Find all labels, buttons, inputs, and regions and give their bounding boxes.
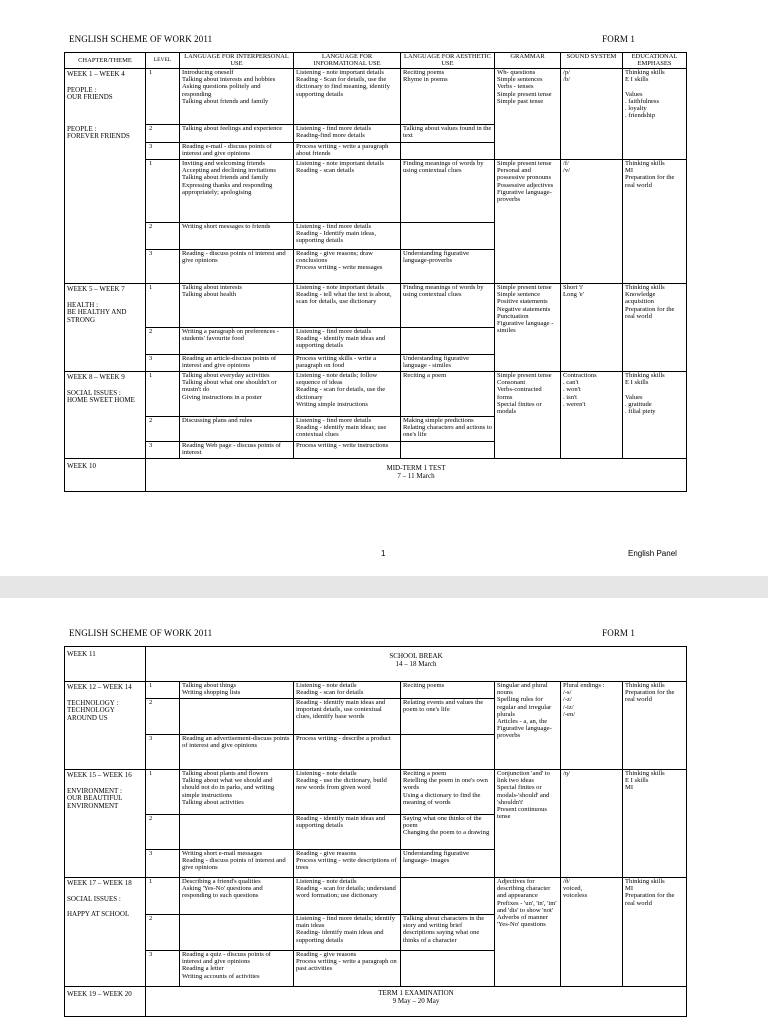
panel-label: English Panel xyxy=(628,549,677,558)
interpersonal-cell xyxy=(180,699,294,735)
col-educational-emphases: EDUCATIONAL EMPHASES xyxy=(623,53,687,69)
sound-cell: /ð/ voiced, voiceless xyxy=(561,878,623,987)
aesthetic-cell: Reciting poems Rhyme in poems xyxy=(401,69,495,125)
interpersonal-cell: Talking about things Writing shopping lists xyxy=(180,682,294,699)
informational-cell: Reading - give reasons Process writing - write descriptions of trees xyxy=(294,850,401,878)
aesthetic-cell: Reciting a poem Retelling the poem in one's own words Using a dictionary to find the meaning of words xyxy=(401,770,495,815)
interpersonal-cell: Talking about feelings and experience xyxy=(180,125,294,143)
chapter-cell xyxy=(65,372,146,459)
interpersonal-cell: Inviting and welcoming friends Accepting and declining invitations Talking about friends and family Expressing thanks and responding appropriately; apologising xyxy=(180,160,294,223)
sound-cell: Plural endings : /-s/ /-z/ /-iz/ /-en/ xyxy=(561,682,623,770)
page-number: 1 xyxy=(381,549,386,558)
theme-label: SOCIAL ISSUES : HOME SWEET HOME xyxy=(67,388,135,405)
emphases-cell: Thinking skills MI Preparation for the real world xyxy=(623,878,687,987)
level-cell: 2 xyxy=(146,915,180,951)
level-cell: 3 xyxy=(146,442,180,459)
theme-label: SOCIAL ISSUES : HAPPY AT SCHOOL xyxy=(67,894,130,918)
aesthetic-cell: Understanding figurative language- images xyxy=(401,850,495,878)
aesthetic-cell: Talking about values found in the text xyxy=(401,125,495,143)
chapter-cell xyxy=(65,284,146,372)
interpersonal-cell: Reading a quiz - discuss points of interest and give opinions Reading a letter Writing accounts of activities xyxy=(180,951,294,987)
informational-cell: Listening - note details Reading - scan for details xyxy=(294,682,401,699)
aesthetic-cell xyxy=(401,223,495,250)
level-cell: 2 xyxy=(146,125,180,143)
emphases-cell: Thinking skills Preparation for the real world xyxy=(623,682,687,770)
aesthetic-cell xyxy=(401,878,495,915)
chapter-cell xyxy=(65,878,146,987)
theme-label: HEALTH : BE HEALTHY AND STRONG xyxy=(67,300,127,324)
level-cell: 1 xyxy=(146,770,180,815)
informational-cell: Listening - note details; follow sequence of ideas Reading - scan for details, use the dictionary Writing simple instructions xyxy=(294,372,401,417)
week-label: WEEK 10 xyxy=(65,459,146,492)
level-cell: 2 xyxy=(146,815,180,850)
informational-cell: Listening - note important details Reading - Scan for details, use the dictionary to find meaning, identify supporting details xyxy=(294,69,401,125)
emphases-cell: Thinking skills E I skills MI xyxy=(623,770,687,878)
informational-cell: Reading - identify main ideas and important details, use contextual clues, identify base words xyxy=(294,699,401,735)
sound-cell: Short 'i' Long 'e' xyxy=(561,284,623,372)
emphases-cell: Thinking skills MI Preparation for the real world xyxy=(623,160,687,284)
informational-cell: Process writing - write instructions xyxy=(294,442,401,459)
level-cell: 2 xyxy=(146,699,180,735)
informational-cell: Listening - find more details Reading - identify main ideas and supporting details xyxy=(294,328,401,355)
col-grammar: GRAMMAR xyxy=(495,53,561,69)
grammar-cell: Simple present tense Personal and possessive pronouns Possessive adjectives Figurative language-proverbs xyxy=(495,160,561,284)
theme-label: ENVIRONMENT : OUR BEAUTIFUL ENVIRONMENT xyxy=(67,786,123,810)
grammar-cell: Singular and plural nouns Spelling rules for regular and irregular plurals Articles - a, an, the Figurative language-proverbs xyxy=(495,682,561,770)
interpersonal-cell: Discussing plans and rules xyxy=(180,417,294,442)
informational-cell: Listening - note important details Reading - tell what the text is about, scan for details, use dictionary xyxy=(294,284,401,328)
scheme-table-2 xyxy=(64,646,687,1017)
theme-label: PEOPLE : OUR FRIENDS xyxy=(67,85,113,102)
chapter-cell xyxy=(65,69,146,284)
level-cell: 3 xyxy=(146,143,180,160)
interpersonal-cell: Talking about interests Talking about health xyxy=(180,284,294,328)
interpersonal-cell: Introducing oneself Talking about interests and hobbies Asking questions politely and responding Talking about friends and family xyxy=(180,69,294,125)
doc-title: ENGLISH SCHEME OF WORK 2011 xyxy=(69,628,213,638)
level-cell: 1 xyxy=(146,69,180,125)
week-label: WEEK 17 – WEEK 18 xyxy=(67,879,132,887)
level-cell: 3 xyxy=(146,250,180,284)
col-chapter-theme: CHAPTER/THEME xyxy=(65,53,146,69)
emphases-cell: Thinking skills Knowledge acquisition Preparation for the real world xyxy=(623,284,687,372)
level-cell: 3 xyxy=(146,735,180,770)
emphases-cell: Thinking skills E I skills Values . gratitude . filial piety xyxy=(623,372,687,459)
page-header xyxy=(69,628,635,638)
week-label: WEEK 12 – WEEK 14 xyxy=(67,683,132,691)
sound-cell: /ŋ/ xyxy=(561,770,623,878)
interpersonal-cell xyxy=(180,915,294,951)
aesthetic-cell: Relating events and values the poem to one's life xyxy=(401,699,495,735)
grammar-cell: Wh- questions Simple sentences Verbs - tenses Simple present tense Simple past tense xyxy=(495,69,561,160)
level-cell: 1 xyxy=(146,284,180,328)
col-level: LEVEL xyxy=(146,53,180,69)
interpersonal-cell: Describing a friend's qualities Asking 'Yes-No' questions and responding to such questions xyxy=(180,878,294,915)
page-header xyxy=(69,34,635,44)
aesthetic-cell xyxy=(401,328,495,355)
form-label: FORM 1 xyxy=(602,34,635,44)
sound-cell: /p/ /b/ xyxy=(561,69,623,160)
col-interpersonal: LANGUAGE FOR INTERPERSONAL USE xyxy=(180,53,294,69)
aesthetic-cell: Reciting poems xyxy=(401,682,495,699)
chapter-cell xyxy=(65,682,146,770)
level-cell: 1 xyxy=(146,878,180,915)
informational-cell: Reading - identify main ideas and supporting details xyxy=(294,815,401,850)
mid-term-test-banner: MID-TERM 1 TEST 7 – 11 March xyxy=(146,459,687,492)
informational-cell: Listening - find more details Reading-find more details xyxy=(294,125,401,143)
level-cell: 1 xyxy=(146,682,180,699)
informational-cell: Process writing - write a paragraph about friends xyxy=(294,143,401,160)
aesthetic-cell: Finding meanings of words by using contextual clues xyxy=(401,284,495,328)
grammar-cell: Conjunction 'and' to link two ideas Special finites or modals-'should' and 'shouldn't' Present continuous tense xyxy=(495,770,561,878)
informational-cell: Process writing - describe a product xyxy=(294,735,401,770)
interpersonal-cell: Writing a paragraph on preferences - students' favourite food xyxy=(180,328,294,355)
theme-label: TECHNOLOGY : TECHNOLOGY AROUND US xyxy=(67,698,119,722)
interpersonal-cell: Talking about plants and flowers Talking about what we should and should not do in parks, and writing simple instructions Talking about activities xyxy=(180,770,294,815)
grammar-cell: Simple present tense Consonant Verbs-contracted forms Special finites or modals xyxy=(495,372,561,459)
aesthetic-cell: Reciting a poem xyxy=(401,372,495,417)
interpersonal-cell: Reading an advertisement-discuss points of interest and give opinions xyxy=(180,735,294,770)
form-label: FORM 1 xyxy=(602,628,635,638)
informational-cell: Listening - note important details Reading - scan details xyxy=(294,160,401,223)
col-informational: LANGUAGE FOR INFORMATIONAL USE xyxy=(294,53,401,69)
interpersonal-cell xyxy=(180,815,294,850)
level-cell: 2 xyxy=(146,328,180,355)
week-label: WEEK 11 xyxy=(65,647,146,682)
aesthetic-cell xyxy=(401,442,495,459)
chapter-cell xyxy=(65,770,146,878)
aesthetic-cell: Understanding figurative language - similes xyxy=(401,355,495,372)
level-cell: 2 xyxy=(146,417,180,442)
doc-title: ENGLISH SCHEME OF WORK 2011 xyxy=(69,34,213,44)
theme-label: PEOPLE : FOREVER FRIENDS xyxy=(67,124,130,141)
interpersonal-cell: Reading an article-discuss points of interest and give opinions xyxy=(180,355,294,372)
interpersonal-cell: Reading Web page - discuss points of interest xyxy=(180,442,294,459)
interpersonal-cell: Writing short e-mail messages Reading - discuss points of interest and give opinions xyxy=(180,850,294,878)
level-cell: 1 xyxy=(146,372,180,417)
informational-cell: Listening - find more details; identify main ideas Reading- identify main ideas and supporting details xyxy=(294,915,401,951)
emphases-cell: Thinking skills E I skills Values . faithfulness . loyalty . friendship xyxy=(623,69,687,160)
interpersonal-cell: Talking about everyday activities Talking about what one shouldn't or mustn't do Giving instructions in a poster xyxy=(180,372,294,417)
aesthetic-cell xyxy=(401,143,495,160)
school-break-banner: SCHOOL BREAK 14 – 18 March xyxy=(146,647,687,682)
sound-cell: /f/ /v/ xyxy=(561,160,623,284)
level-cell: 3 xyxy=(146,850,180,878)
scheme-table-1 xyxy=(64,52,687,492)
aesthetic-cell: Finding meanings of words by using contextual clues xyxy=(401,160,495,223)
level-cell: 1 xyxy=(146,160,180,223)
aesthetic-cell: Talking about characters in the story and writing brief descriptions saying what one thinks of a character xyxy=(401,915,495,951)
grammar-cell: Adjectives for describing character and appearance Prefixes - 'un', 'in', 'im' and 'dis' to show 'not' Adverbs of manner 'Yes-No' questions xyxy=(495,878,561,987)
interpersonal-cell: Reading e-mail - discuss points of interest and give opinions xyxy=(180,143,294,160)
informational-cell: Process writing skills - write a paragraph on food xyxy=(294,355,401,372)
term-exam-banner: TERM 1 EXAMINATION 9 May – 20 May xyxy=(146,987,687,1017)
aesthetic-cell: Making simple predictions Relating characters and actions to one's life xyxy=(401,417,495,442)
aesthetic-cell: Saying what one thinks of the poem Changing the poem to a drawing xyxy=(401,815,495,850)
week-label: WEEK 19 – WEEK 20 xyxy=(65,987,146,1017)
informational-cell: Reading - give reasons Process writing - write a paragraph on past activities xyxy=(294,951,401,987)
week-label: WEEK 8 – WEEK 9 xyxy=(67,373,125,381)
interpersonal-cell: Reading - discuss points of interest and give opinions xyxy=(180,250,294,284)
level-cell: 3 xyxy=(146,951,180,987)
week-label: WEEK 1 – WEEK 4 xyxy=(67,70,125,78)
page-2 xyxy=(0,598,768,1024)
informational-cell: Listening - note details Reading - scan for details; understand word formation; use dictionary xyxy=(294,878,401,915)
grammar-cell: Simple present tense Simple sentence Positive statements Negative statements Punctuation Figurative language - similes xyxy=(495,284,561,372)
col-sound-system: SOUND SYSTEM xyxy=(561,53,623,69)
informational-cell: Reading - give reasons; draw conclusions Process writing - write messages xyxy=(294,250,401,284)
level-cell: 3 xyxy=(146,355,180,372)
level-cell: 2 xyxy=(146,223,180,250)
week-label: WEEK 15 – WEEK 16 xyxy=(67,771,132,779)
week-label: WEEK 5 – WEEK 7 xyxy=(67,285,125,293)
aesthetic-cell: Understanding figurative language-proverbs xyxy=(401,250,495,284)
aesthetic-cell xyxy=(401,951,495,987)
interpersonal-cell: Writing short messages to friends xyxy=(180,223,294,250)
informational-cell: Listening - find more details Reading - Identify main ideas, supporting details xyxy=(294,223,401,250)
informational-cell: Listening - find more details Reading - identify main ideas; use contextual clues xyxy=(294,417,401,442)
informational-cell: Listening - note details Reading - use the dictionary, build new words from given word xyxy=(294,770,401,815)
col-aesthetic: LANGUAGE FOR AESTHETIC USE xyxy=(401,53,495,69)
aesthetic-cell xyxy=(401,735,495,770)
sound-cell: Contractions . can't . won't . isn't . weren't xyxy=(561,372,623,459)
